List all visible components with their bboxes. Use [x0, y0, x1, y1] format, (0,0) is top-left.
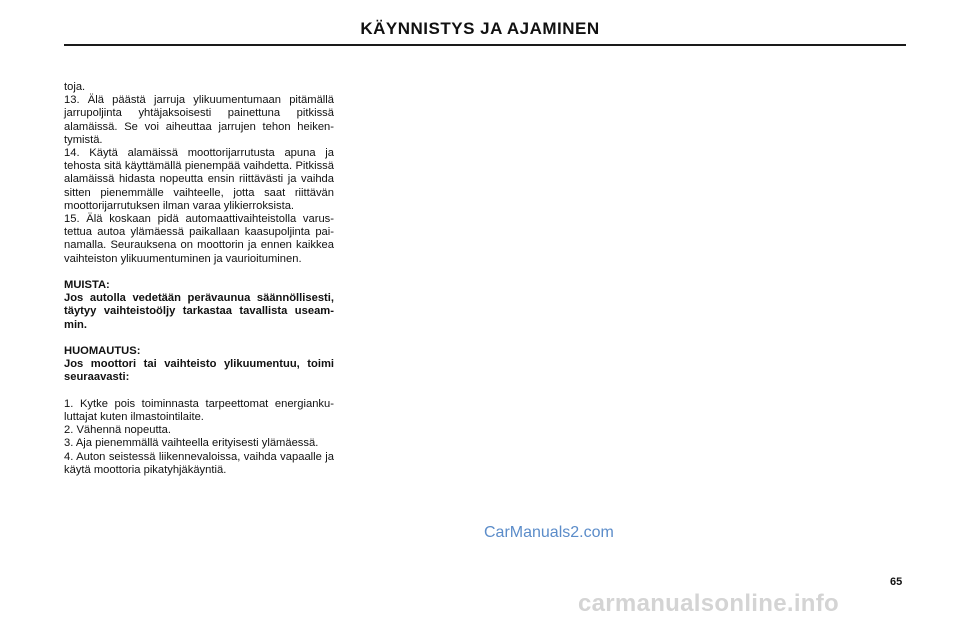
watermark-carmanuals2[interactable]: CarManuals2.com	[484, 524, 614, 541]
page-number: 65	[890, 576, 903, 588]
step-item: 2. Vähennä nopeutta.	[64, 424, 171, 437]
paragraph-continued: toja.	[64, 81, 86, 93]
step-item: 1. Kytke pois toiminnasta tarpeettomat energiankuluttajat kuten ilmastointilaite.	[64, 397, 334, 424]
body-column	[64, 81, 334, 477]
spacer	[64, 266, 334, 279]
paragraph-14: 14. Käytä alamäissä moottorijarrutusta apuna ja tehosta sitä käyttämällä pienempää vaihdetta. Pitkissä alamäissä hidasta nopeutta ensin riittävästi ja vaihda sitten pienemmälle vaihteelle, jotta saat riittävän moottorijarrutuksen ilman varaa ylikierroksista.	[64, 147, 334, 212]
page-title: KÄYNNISTYS JA AJAMINEN	[360, 19, 600, 38]
muista-heading: MUISTA:	[64, 279, 110, 292]
spacer	[64, 332, 334, 345]
step-item: 4. Auton seistessä liikennevaloissa, vaihda vapaalle ja käytä moottoria pikatyhjäkäyntiä.	[64, 450, 334, 476]
step-item: 3. Aja pienemmällä vaihteella erityisesti ylämäessä.	[64, 437, 319, 450]
huomautus-text: Jos moottori tai vaihteisto ylikuumentuu, toimi seuraavasti:	[64, 358, 334, 384]
paragraph-15: 15. Älä koskaan pidä automaattivaihteistolla varustettua autoa ylämäessä paikallaan kaasupoljinta painamalla. Seurauksena on moottorin ja ennen kaikkea vaihteiston ylikuumentuminen ja vaurioituminen.	[64, 213, 334, 265]
paragraph-13: 13. Älä päästä jarruja ylikuumentumaan pitämällä jarrupoljinta yhtäjaksoisesti painettuna pitkissä alamäissä. Se voi aiheuttaa jarrujen tehon heikentymistä.	[64, 94, 334, 146]
watermark-carmanualsonline[interactable]: carmanualsonline.info	[578, 590, 840, 617]
header-divider	[64, 44, 906, 46]
spacer	[64, 385, 334, 398]
muista-text: Jos autolla vedetään perävaunua säännöllisesti, täytyy vaihteistoöljy tarkastaa tavallista useammin.	[64, 292, 334, 331]
huomautus-heading: HUOMAUTUS:	[64, 345, 141, 358]
